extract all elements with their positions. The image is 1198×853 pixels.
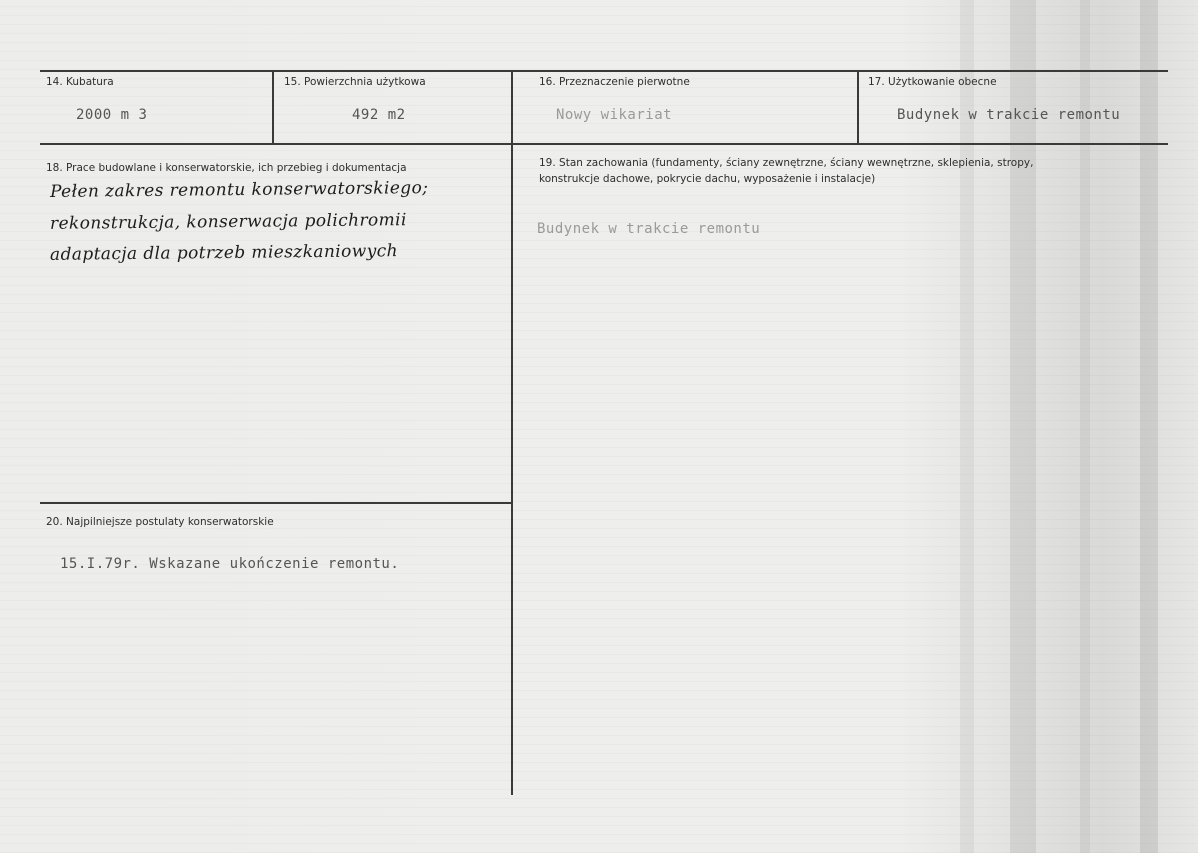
field-18-handwritten-line-1: Pełen zakres remontu konserwatorskiego;	[49, 178, 429, 202]
top-border	[40, 70, 1168, 72]
scan-stripe	[1010, 0, 1036, 853]
field-19-label-line-1: 19. Stan zachowania (fundamenty, ściany zewnętrzne, ściany wewnętrzne, sklepienia, stropy,	[539, 157, 1034, 169]
field-18-handwritten-line-2: rekonstrukcja, konserwacja polichromii	[49, 210, 407, 234]
section-divider-18-20	[40, 502, 512, 504]
col-divider-14-15	[272, 70, 274, 143]
field-14-value: 2000 m 3	[76, 107, 148, 123]
col-divider-15-16	[511, 70, 513, 795]
field-18-handwritten-line-3: adaptacja dla potrzeb mieszkaniowych	[49, 241, 399, 265]
field-17-value: Budynek w trakcie remontu	[897, 107, 1121, 123]
field-20-value: 15.I.79r. Wskazane ukończenie remontu.	[60, 556, 400, 572]
field-15-label: 15. Powierzchnia użytkowa	[284, 76, 426, 88]
field-19-label-line-2: konstrukcje dachowe, pokrycie dachu, wyposażenie i instalacje)	[539, 173, 876, 185]
field-18-label: 18. Prace budowlane i konserwatorskie, ich przebieg i dokumentacja	[46, 162, 407, 174]
field-20-label: 20. Najpilniejsze postulaty konserwatorskie	[46, 516, 274, 528]
col-divider-16-17	[857, 70, 859, 143]
scan-stripe	[1140, 0, 1158, 853]
field-19-value: Budynek w trakcie remontu	[537, 221, 761, 237]
field-14-label: 14. Kubatura	[46, 76, 114, 88]
scan-stripe	[1080, 0, 1090, 853]
row-divider	[40, 143, 1168, 145]
field-17-label: 17. Użytkowanie obecne	[868, 76, 997, 88]
field-15-value: 492 m2	[352, 107, 406, 123]
scan-stripe	[960, 0, 974, 853]
field-16-label: 16. Przeznaczenie pierwotne	[539, 76, 690, 88]
field-16-value: Nowy wikariat	[556, 107, 673, 123]
